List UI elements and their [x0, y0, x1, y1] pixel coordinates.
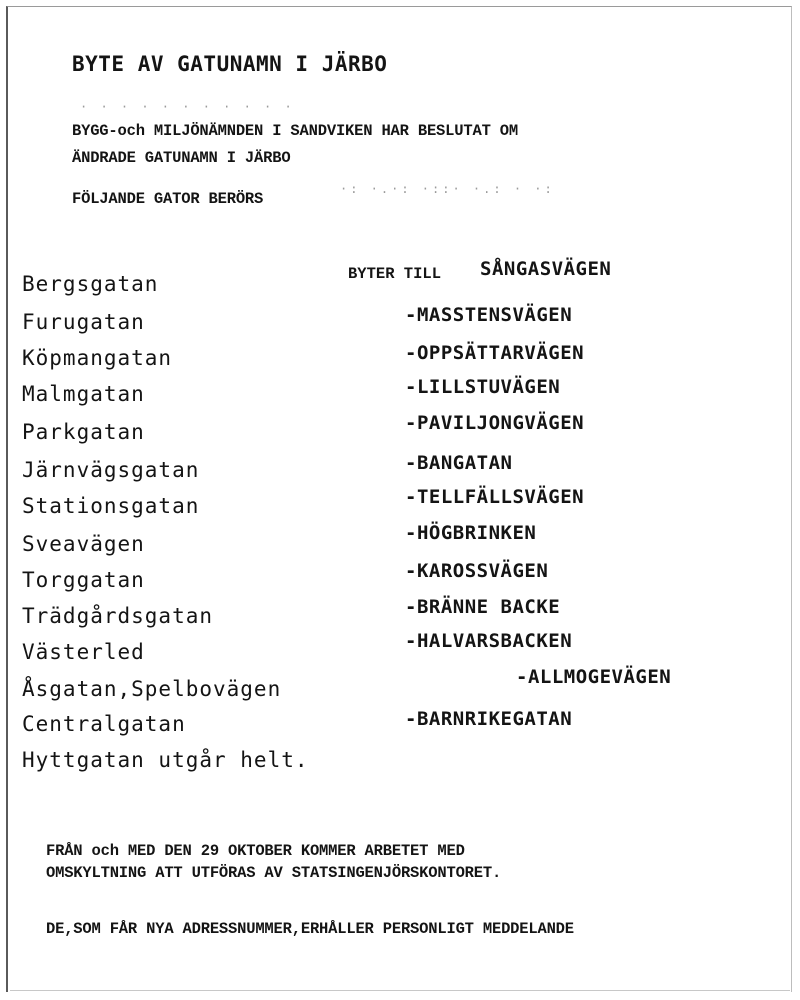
new-street-name: -BRÄNNE BACKE — [405, 596, 561, 618]
print-speckle: · · · · · · · · · · · — [80, 100, 295, 114]
new-street-name: -MASSTENSVÄGEN — [405, 304, 573, 326]
new-street-name: -OPPSÄTTARVÄGEN — [405, 342, 585, 364]
old-street-name: Torggatan — [22, 568, 145, 592]
old-street-name: Parkgatan — [22, 420, 145, 444]
old-street-name: Köpmangatan — [22, 346, 173, 370]
page-bottom-edge — [10, 990, 790, 991]
old-street-name: Centralgatan — [22, 712, 186, 736]
new-street-name: -HALVARSBACKEN — [405, 630, 573, 652]
affected-streets-label: FÖLJANDE GATOR BERÖRS — [72, 190, 264, 208]
new-street-name: -TELLFÄLLSVÄGEN — [405, 486, 585, 508]
new-street-name: -BARNRIKEGATAN — [405, 708, 573, 730]
new-street-name: -PAVILJONGVÄGEN — [405, 412, 585, 434]
old-street-name: Åsgatan,Spelbovägen — [22, 677, 282, 701]
address-notice-line: DE,SOM FÅR NYA ADRESSNUMMER,ERHÅLLER PERSONLIGT MEDDELANDE — [46, 920, 574, 938]
old-street-name: Furugatan — [22, 310, 145, 334]
removed-street-note: Hyttgatan utgår helt. — [22, 748, 309, 772]
print-speckle: ·: ·.·: ·::· ·.: · ·: — [340, 182, 555, 196]
old-street-name: Bergsgatan — [22, 272, 159, 296]
old-street-name: Malmgatan — [22, 382, 145, 406]
old-street-name: Västerled — [22, 640, 145, 664]
old-street-name: Trädgårdsgatan — [22, 604, 214, 628]
new-street-name: -LILLSTUVÄGEN — [405, 376, 561, 398]
new-street-name: -KAROSSVÄGEN — [405, 560, 549, 582]
intro-line-1: BYGG-och MILJÖNÄMNDEN I SANDVIKEN HAR BESLUTAT OM — [72, 122, 518, 140]
new-street-name: -ALLMOGEVÄGEN — [516, 666, 672, 688]
old-street-name: Stationsgatan — [22, 494, 200, 518]
old-street-name: Sveavägen — [22, 532, 145, 556]
work-notice-line-2: OMSKYLTNING ATT UTFÖRAS AV STATSINGENJÖRSKONTORET. — [46, 864, 502, 882]
intro-line-2: ÄNDRADE GATUNAMN I JÄRBO — [72, 149, 291, 167]
byter-till-label: BYTER TILL — [348, 265, 442, 283]
document-title: BYTE AV GATUNAMN I JÄRBO — [72, 52, 388, 76]
work-notice-line-1: FRÅN och MED DEN 29 OKTOBER KOMMER ARBETET MED — [46, 842, 465, 860]
new-street-name: SÅNGASVÄGEN — [480, 258, 612, 280]
new-street-name: -HÖGBRINKEN — [405, 522, 537, 544]
old-street-name: Järnvägsgatan — [22, 458, 200, 482]
new-street-name: -BANGATAN — [405, 452, 513, 474]
